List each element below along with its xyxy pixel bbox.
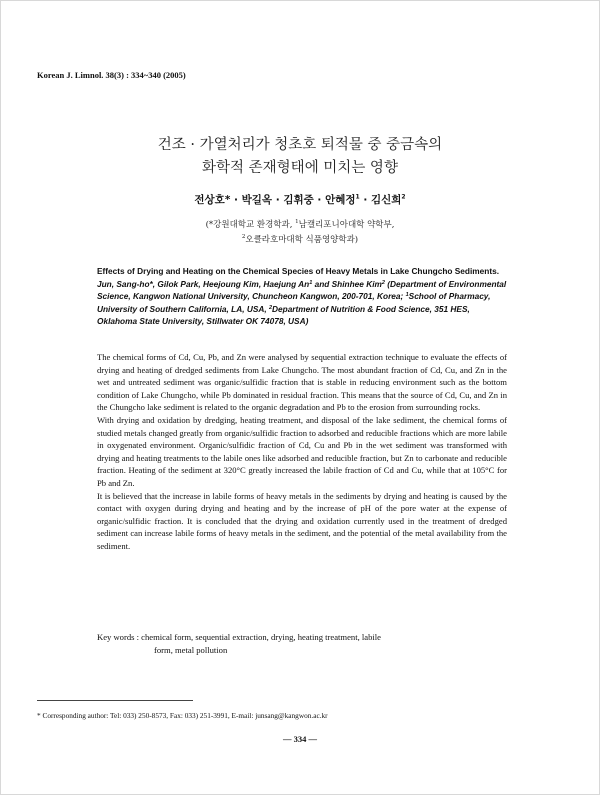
abstract-paragraph-3: It is believed that the increase in labile forms of heavy metals in the sediments by drying and heating is caused by the contact with oxygen during drying and heating and by the increase of pH of the pore water at the expense of organic/sulfidic fraction. It is concluded that the drying and oxidation currently used in the treatment of dredged sediment can increase labile forms of heavy metals in the sediment, and the potential of the metal availability from the sediment. xyxy=(97,490,507,551)
journal-reference: Korean J. Limnol. 38(3) : 334~340 (2005) xyxy=(37,70,186,80)
english-authors-a: Jun, Sang-ho*, Gilok Park, Heejoung Kim, Haejung An xyxy=(97,278,310,289)
korean-aff-1-pre: (*강원대학교 환경학과, xyxy=(205,220,296,230)
korean-title-line-2: 화학적 존재형태에 미치는 영향 xyxy=(202,160,398,176)
korean-aff-2-post: 오클라호마대학 식품영양학과) xyxy=(245,235,359,245)
korean-affiliation-line-2 xyxy=(0,233,600,245)
english-title: Effects of Drying and Heating on the Chemical Species of Heavy Metals in Lake Chungcho Sediments. xyxy=(97,266,500,276)
keywords-label: Key words : xyxy=(97,632,142,642)
page-number: — 334 — xyxy=(283,734,317,744)
footnote-rule xyxy=(37,700,193,701)
english-header xyxy=(97,265,507,328)
korean-title-line-1: 건조 · 가열처리가 청초호 퇴적물 중 중금속의 xyxy=(157,137,443,153)
keywords-text-1: chemical form, sequential extraction, drying, heating treatment, labile xyxy=(141,632,381,642)
english-affiliation-a: (Department of Environmental Science, Kangwon National University, Chuncheon Kangwon, 200-701, Korea; xyxy=(97,278,507,302)
korean-authors xyxy=(0,192,600,207)
english-authors-b: and Shinhee Kim xyxy=(312,278,382,289)
abstract-paragraph-2: With drying and oxidation by dredging, heating treatment, and disposal of the lake sediment, the chemical forms of studied metals changed greatly from organic/sulfidic fraction to adsorbed and reducible fractions which are more labile in oxygenated environment. Organic/sulfidic fraction of Cd, Cu and Pb in the wet sediment was transformed with drying and heating treatments to the labile ones like adsorbed and reducible fraction, but Zn to carbonate and reducible fraction. Heating of the sediment at 320°C greatly increased the labile fraction of Cd and Cu, while that at 105°C for Pb and Zn. xyxy=(97,414,507,488)
english-authors xyxy=(97,279,385,289)
korean-affiliation-line-1 xyxy=(0,218,600,230)
korean-authors-main: 전상호* · 박길옥 · 김휘중 · 안혜정 xyxy=(194,194,356,206)
english-affiliation-c: Department of Nutrition & Food Science, 351 HES, Oklahoma State University, Stillwater OK 74078, USA) xyxy=(97,303,470,327)
english-affiliation-sup-2: 2 xyxy=(268,304,273,311)
korean-authors-sup-1: 1 xyxy=(355,193,360,201)
keywords-line-2: form, metal pollution xyxy=(154,644,228,655)
korean-authors-sup-2: 2 xyxy=(401,193,406,201)
korean-aff-1-sup: 1 xyxy=(295,219,299,226)
english-affiliation-sup-1: 1 xyxy=(405,292,409,299)
abstract-paragraph-1: The chemical forms of Cd, Cu, Pb, and Zn were analysed by sequential extraction technique to evaluate the effects of drying and heating of dredged sediments from Lake Chungcho. The most abundant fraction of Cd, Cu, and Zn in the wet and untreated sediment was organic/sulfidic fraction that is stable in reducing environment such as the bottom condition of Lake Chungcho, while Pb dominated in residual fraction. This means that the source of Cd, Cu, and Zn in the Chungcho lake sediment is related to the organic degradation and Pb to the erosion from surrounding rocks. xyxy=(97,352,507,413)
keywords xyxy=(97,631,507,656)
korean-aff-2-sup: 2 xyxy=(241,234,246,241)
keywords-line-1 xyxy=(97,631,507,644)
english-authors-sup-2: 2 xyxy=(381,279,385,286)
english-affiliation-b: School of Pharmacy, University of Southern California, LA, USA, xyxy=(97,291,491,314)
korean-authors-tail: · 김신희 xyxy=(359,194,402,206)
korean-aff-1-post: 남캘리포니아대학 약학부, xyxy=(298,220,395,230)
footnote: * Corresponding author: Tel: 033) 250-8573, Fax: 033) 251-3991, E-mail: junsang@kangwon.ac.kr xyxy=(37,711,328,720)
english-authors-sup-1: 1 xyxy=(309,279,313,286)
abstract xyxy=(97,351,507,553)
